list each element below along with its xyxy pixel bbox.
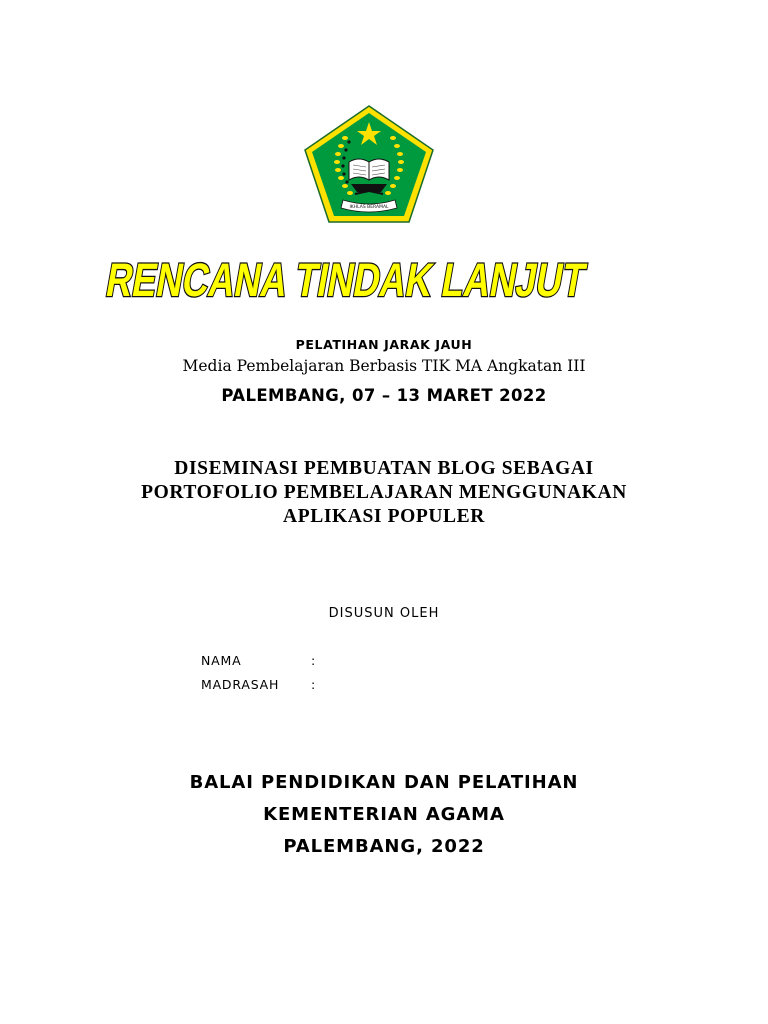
event-place-date: PALEMBANG, 07 – 13 MARET 2022	[221, 386, 547, 405]
field-separator: :	[311, 653, 317, 668]
field-separator: :	[311, 677, 317, 692]
topic-line: APLIKASI POPULER	[283, 506, 485, 527]
ministry-emblem-icon	[303, 104, 435, 224]
document-title-text: RENCANA TINDAK LANJUT	[102, 254, 734, 307]
field-label: MADRASAH	[201, 677, 280, 692]
organization-line: PALEMBANG, 2022	[283, 836, 485, 857]
field-label: NAMA	[201, 653, 242, 668]
organization-line: KEMENTERIAN AGAMA	[263, 804, 505, 825]
topic-heading	[0, 457, 768, 529]
author-heading: DISUSUN OLEH	[328, 606, 440, 621]
topic-line: DISEMINASI PEMBUATAN BLOG SEBAGAI	[174, 458, 594, 479]
organization-line: BALAI PENDIDIKAN DAN PELATIHAN	[189, 772, 579, 793]
event-name: Media Pembelajaran Berbasis TIK MA Angkatan III	[182, 357, 586, 375]
event-label: PELATIHAN JARAK JAUH	[295, 337, 473, 352]
document-title	[0, 246, 768, 310]
emblem-ribbon-text: IKHLAS BERAMAL	[349, 205, 389, 210]
topic-line: PORTOFOLIO PEMBELAJARAN MENGGUNAKAN	[141, 482, 627, 503]
